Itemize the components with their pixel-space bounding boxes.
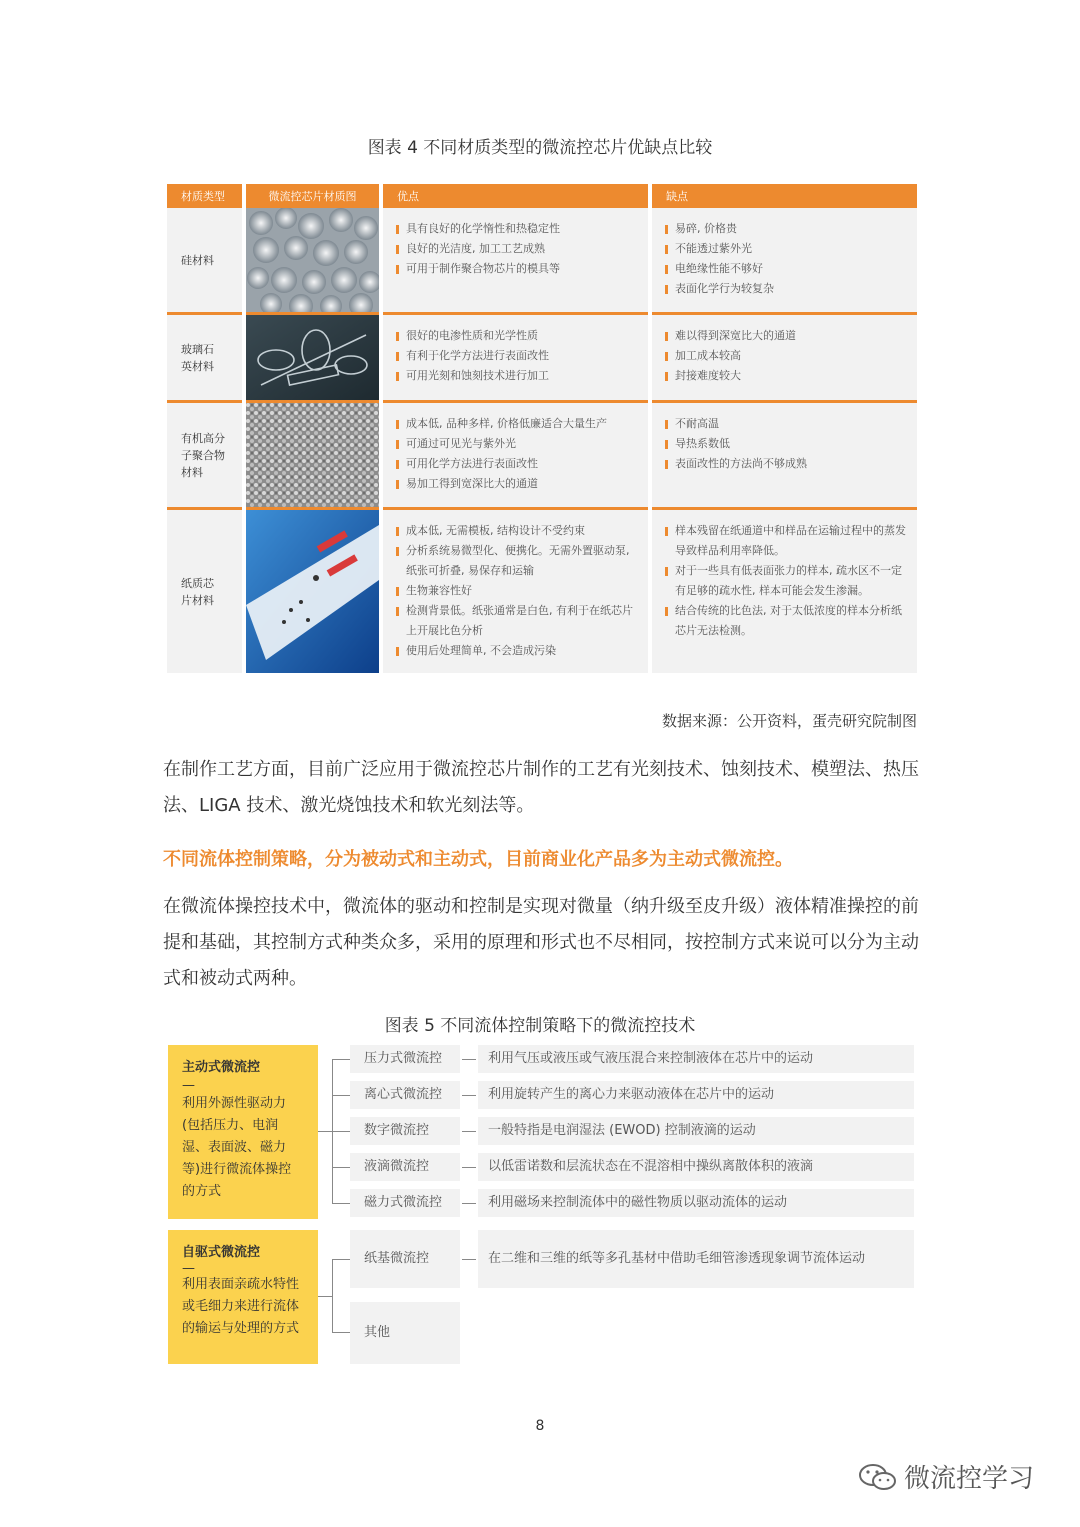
paragraph-control: 在微流体操控技术中，微流体的驱动和控制是实现对微量（纳升级至皮升级）液体精准操控的前提和基础，其控制方式种类众多，采用的原理和形式也不尽相同，按控制方式来说可以分为主动式和被动式两种。 [163, 896, 919, 989]
header-image: 微流控芯片材质图 [246, 184, 379, 208]
list-item: 样本残留在纸通道中和样品在运输过程中的蒸发导致样品利用率降低。 [665, 521, 908, 561]
technique-name: 其他 [350, 1302, 460, 1364]
pros-cell [383, 312, 648, 400]
table-row [167, 507, 917, 673]
list-item: 检测背景低。纸张通常是白色, 有利于在纸芯片上开展比色分析 [396, 601, 639, 641]
list-item: 不耐高温 [665, 414, 908, 434]
passive-microfluidics-box [168, 1230, 318, 1364]
list-item: 使用后处理简单, 不会造成污染 [396, 641, 639, 661]
glass-quartz-image [246, 312, 379, 400]
passive-dash: — [182, 1261, 195, 1276]
technique-name: 液滴微流控 [350, 1153, 460, 1181]
list-item: 易碎, 价格贵 [665, 219, 908, 239]
technique-desc: 以低雷诺数和层流状态在不混溶相中操纵离散体积的液滴 [478, 1153, 914, 1181]
list-item: 易加工得到宽深比大的通道 [396, 474, 639, 494]
technique-desc: 在二维和三维的纸等多孔基材中借助毛细管渗透现象调节流体运动 [478, 1230, 914, 1288]
technique-desc: 利用气压或液压或气液压混合来控制液体在芯片中的运动 [478, 1045, 914, 1073]
material-type-label: 玻璃石英材料 [181, 342, 214, 373]
paragraph-process: 在制作工艺方面，目前广泛应用于微流控芯片制作的工艺有光刻技术、蚀刻技术、模塑法、热压法、LIGA 技术、激光烧蚀技术和软光刻法等。 [163, 759, 919, 816]
table-row [167, 208, 917, 312]
connector-line [332, 1203, 350, 1204]
technique-desc: 利用旋转产生的离心力来驱动液体在芯片中的运动 [478, 1081, 914, 1109]
cons-cell [652, 208, 917, 312]
list-item: 具有良好的化学惰性和热稳定性 [396, 219, 639, 239]
list-item: 良好的光洁度, 加工工艺成熟 [396, 239, 639, 259]
material-type [167, 312, 242, 400]
polymer-pellets-image [246, 400, 379, 507]
silicon-crystals-image [246, 208, 379, 312]
table-row [167, 400, 917, 507]
watermark [858, 1458, 1034, 1495]
connector-line [332, 1259, 333, 1332]
material-type: 硅材料 [167, 208, 242, 312]
list-item: 可通过可见光与紫外光 [396, 434, 639, 454]
technique-desc: 利用磁场来控制流体中的磁性物质以驱动流体的运动 [478, 1189, 914, 1217]
section-heading: 不同流体控制策略，分为被动式和主动式，目前商业化产品多为主动式微流控。 [163, 849, 793, 870]
list-item: 导热系数低 [665, 434, 908, 454]
material-type-label: 有机高分子聚合物材料 [181, 431, 225, 479]
connector-line [332, 1059, 350, 1060]
fig4-caption: 图表 4 不同材质类型的微流控芯片优缺点比较 [367, 138, 713, 158]
list-item: 可用化学方法进行表面改性 [396, 454, 639, 474]
list-item: 封接难度较大 [665, 366, 908, 386]
header-type: 材质类型 [167, 184, 242, 208]
connector-line [332, 1095, 350, 1096]
active-microfluidics-box [168, 1045, 318, 1219]
material-type [167, 507, 242, 673]
technique-name: 离心式微流控 [350, 1081, 460, 1109]
technique-name: 数字微流控 [350, 1117, 460, 1145]
list-item: 对于一些具有低表面张力的样本, 疏水区不一定有足够的疏水性, 样本可能会发生渗漏。 [665, 561, 908, 601]
technique-name: 磁力式微流控 [350, 1189, 460, 1217]
connector-line [462, 1167, 476, 1168]
list-item: 成本低, 品种多样, 价格低廉适合大量生产 [396, 414, 639, 434]
active-dash: — [182, 1078, 195, 1093]
pros-cell [383, 400, 648, 507]
list-item: 电绝缘性能不够好 [665, 259, 908, 279]
connector-line [318, 1296, 332, 1297]
list-item: 加工成本较高 [665, 346, 908, 366]
connector-line [332, 1131, 350, 1132]
cons-cell [652, 312, 917, 400]
connector-line [462, 1059, 476, 1060]
list-item: 可用光刻和蚀刻技术进行加工 [396, 366, 639, 386]
list-item: 分析系统易微型化、便携化。无需外置驱动泵, 纸张可折叠, 易保存和运输 [396, 541, 639, 581]
pros-cell [383, 208, 648, 312]
active-desc: 利用外源性驱动力(包括压力、电润湿、表面波、磁力等)进行微流体操控的方式 [182, 1096, 292, 1199]
page-number: 8 [535, 1418, 545, 1434]
data-source: 数据来源：公开资料，蛋壳研究院制图 [661, 712, 917, 730]
connector-line [332, 1167, 350, 1168]
list-item: 生物兼容性好 [396, 581, 639, 601]
active-title: 主动式微流控 [182, 1060, 261, 1075]
passive-desc: 利用表面亲疏水特性或毛细力来进行流体的输运与处理的方式 [182, 1277, 300, 1336]
technique-name: 压力式微流控 [350, 1045, 460, 1073]
header-pros: 优点 [383, 184, 648, 208]
watermark-text: 微流控学习 [904, 1464, 1035, 1494]
technique-desc: 一般特指是电润湿法 (EWOD) 控制液滴的运动 [478, 1117, 914, 1145]
connector-line [318, 1131, 332, 1132]
material-type-label: 纸质芯片材料 [181, 576, 214, 607]
cons-cell [652, 507, 917, 673]
material-type [167, 400, 242, 507]
list-item: 有利于化学方法进行表面改性 [396, 346, 639, 366]
list-item: 成本低, 无需模板, 结构设计不受约束 [396, 521, 639, 541]
connector-line [332, 1259, 350, 1260]
list-item: 很好的电渗性质和光学性质 [396, 326, 639, 346]
connector-line [462, 1259, 476, 1260]
list-item: 结合传统的比色法, 对于太低浓度的样本分析纸芯片无法检测。 [665, 601, 908, 641]
connector-line [332, 1332, 350, 1333]
connector-line [462, 1131, 476, 1132]
paper-chip-image [246, 507, 379, 673]
table-row [167, 312, 917, 400]
cons-cell [652, 400, 917, 507]
fig5-caption: 图表 5 不同流体控制策略下的微流控技术 [384, 1016, 696, 1036]
list-item: 可用于制作聚合物芯片的模具等 [396, 259, 639, 279]
passive-title: 自驱式微流控 [182, 1245, 261, 1260]
list-item: 难以得到深宽比大的通道 [665, 326, 908, 346]
technique-name: 纸基微流控 [350, 1230, 460, 1288]
wechat-icon [858, 1462, 898, 1492]
pros-cell [383, 507, 648, 673]
material-comparison-table [163, 184, 921, 673]
connector-line [462, 1095, 476, 1096]
list-item: 表面化学行为较复杂 [665, 279, 908, 299]
list-item: 表面改性的方法尚不够成熟 [665, 454, 908, 474]
list-item: 不能透过紫外光 [665, 239, 908, 259]
header-cons: 缺点 [652, 184, 917, 208]
connector-line [462, 1203, 476, 1204]
